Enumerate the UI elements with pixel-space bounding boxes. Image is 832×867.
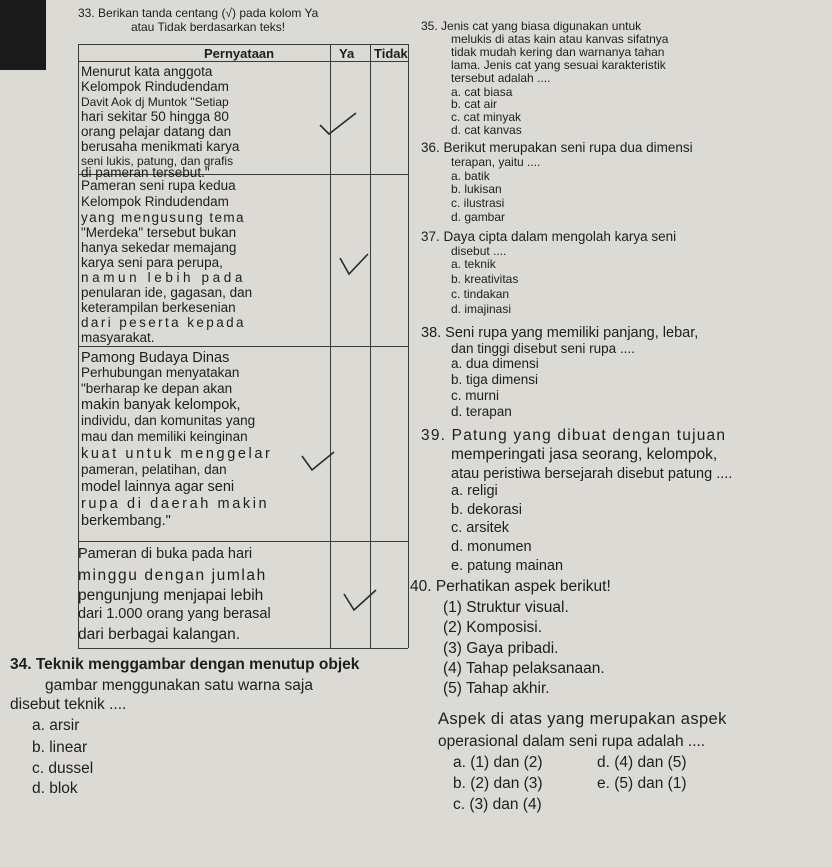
q36-stem-line: 36. Berikut merupakan seni rupa dua dimensi bbox=[421, 140, 693, 155]
q35-stem-line: lama. Jenis cat yang sesuai karakteristik bbox=[451, 58, 666, 72]
row2-line: penularan ide, gagasan, dan bbox=[81, 285, 253, 300]
q36-option-c: c. ilustrasi bbox=[451, 196, 505, 210]
row3-line: pameran, pelatihan, dan bbox=[81, 462, 227, 477]
row2-line: masyarakat. bbox=[81, 330, 155, 345]
row4-line: dari 1.000 orang yang berasal bbox=[78, 606, 271, 622]
q34-stem-line: 34. Teknik menggambar dengan menutup objek bbox=[10, 656, 360, 673]
q40-aspect-5: (5) Tahap akhir. bbox=[443, 680, 550, 697]
q37-stem-line: 37. Daya cipta dalam mengolah karya seni bbox=[421, 229, 677, 244]
q40-option-e: e. (5) dan (1) bbox=[597, 775, 687, 792]
q39-option-d: d. monumen bbox=[451, 539, 532, 555]
row4-line: pengunjung menjapai lebih bbox=[78, 587, 264, 604]
q39-option-b: b. dekorasi bbox=[451, 502, 522, 518]
row2-line: karya seni para perupa, bbox=[81, 255, 223, 270]
q35-option-d: d. cat kanvas bbox=[451, 123, 522, 137]
row2-line: hanya sekedar memajang bbox=[81, 240, 237, 255]
q40-option-a: a. (1) dan (2) bbox=[453, 754, 543, 771]
q34-option-b: b. linear bbox=[32, 739, 88, 756]
row2-line: keterampilan berkesenian bbox=[81, 300, 236, 315]
q35-stem-line: melukis di atas kain atau kanvas sifatnya bbox=[451, 32, 669, 46]
q38-option-a: a. dua dimensi bbox=[451, 356, 539, 371]
row3-line: individu, dan komunitas yang bbox=[81, 413, 256, 428]
q39-option-a: a. religi bbox=[451, 483, 498, 499]
row2-line: namun lebih pada bbox=[81, 270, 246, 285]
row2-line: yang mengusung tema bbox=[81, 210, 245, 225]
row1-line: Davit Aok dj Muntok "Setiap bbox=[81, 95, 229, 109]
row1-line: Menurut kata anggota bbox=[81, 64, 213, 79]
row4-ya-checkmark bbox=[342, 588, 382, 614]
row3-line: "berharap ke depan akan bbox=[81, 381, 233, 396]
row1-line: berusaha menikmati karya bbox=[81, 139, 240, 154]
q34-option-c: c. dussel bbox=[32, 760, 94, 777]
q35-option-a: a. cat biasa bbox=[451, 85, 513, 99]
q34-stem-line: gambar menggunakan satu warna saja bbox=[45, 677, 313, 694]
row1-line: Kelompok Rindudendam bbox=[81, 79, 229, 94]
q39-option-e: e. patung mainan bbox=[451, 558, 564, 574]
q37-option-c: c. tindakan bbox=[451, 287, 510, 301]
row4-line: dari berbagai kalangan. bbox=[78, 626, 241, 643]
row2-line: Pameran seni rupa kedua bbox=[81, 178, 236, 193]
header-pernyataan: Pernyataan bbox=[204, 46, 275, 61]
q40-option-c: c. (3) dan (4) bbox=[453, 796, 542, 813]
row3-ya-checkmark bbox=[300, 448, 340, 474]
q36-option-a: a. batik bbox=[451, 169, 490, 183]
q39-option-c: c. arsitek bbox=[451, 520, 510, 536]
q33-title-line2: atau Tidak berdasarkan teks! bbox=[131, 20, 286, 34]
row2-line: "Merdeka" tersebut bukan bbox=[81, 225, 237, 240]
q37-stem-line: disebut .... bbox=[451, 244, 507, 258]
photo-dark-edge bbox=[0, 0, 46, 70]
q38-option-d: d. terapan bbox=[451, 404, 512, 419]
q40-aspect-4: (4) Tahap pelaksanaan. bbox=[443, 660, 605, 677]
q36-option-d: d. gambar bbox=[451, 210, 506, 224]
q40-question-line: Aspek di atas yang merupakan aspek bbox=[438, 710, 727, 728]
q40-aspect-1: (1) Struktur visual. bbox=[443, 599, 569, 616]
row4-line: Pameran di buka pada hari bbox=[78, 546, 253, 562]
q35-stem-line: 35. Jenis cat yang biasa digunakan untuk bbox=[421, 19, 642, 33]
q36-option-b: b. lukisan bbox=[451, 182, 502, 196]
row1-ya-checkmark bbox=[318, 111, 358, 137]
q35-stem-line: tersebut adalah .... bbox=[451, 71, 551, 85]
q37-option-d: d. imajinasi bbox=[451, 302, 512, 316]
row2-line: Kelompok Rindudendam bbox=[81, 194, 229, 209]
q40-question-line: operasional dalam seni rupa adalah .... bbox=[438, 733, 706, 750]
q37-option-a: a. teknik bbox=[451, 257, 496, 271]
q35-stem-line: tidak mudah kering dan warnanya tahan bbox=[451, 45, 665, 59]
q40-aspect-2: (2) Komposisi. bbox=[443, 619, 543, 636]
q39-stem-line: 39. Patung yang dibuat dengan tujuan bbox=[421, 427, 727, 444]
q38-option-c: c. murni bbox=[451, 388, 500, 403]
row3-line: makin banyak kelompok, bbox=[81, 397, 241, 413]
q34-stem-line: disebut teknik .... bbox=[10, 696, 127, 713]
q33-title-line1: 33. Berikan tanda centang (√) pada kolom Ya bbox=[78, 6, 319, 20]
q40-aspect-3: (3) Gaya pribadi. bbox=[443, 640, 559, 657]
header-ya: Ya bbox=[339, 46, 355, 61]
q40-stem-line: 40. Perhatikan aspek berikut! bbox=[410, 578, 611, 595]
row3-line: kuat untuk menggelar bbox=[81, 446, 273, 462]
row3-line: Perhubungan menyatakan bbox=[81, 365, 240, 380]
q39-stem-line: memperingati jasa seorang, kelompok, bbox=[451, 446, 718, 463]
row3-line: Pamong Budaya Dinas bbox=[81, 350, 230, 366]
row4-line: minggu dengan jumlah bbox=[78, 567, 267, 584]
row1-line: di pameran tersebut." bbox=[81, 165, 210, 180]
q34-option-a: a. arsir bbox=[32, 717, 80, 734]
row3-line: model lainnya agar seni bbox=[81, 479, 235, 495]
q40-option-b: b. (2) dan (3) bbox=[453, 775, 543, 792]
q36-stem-line: terapan, yaitu .... bbox=[451, 155, 541, 169]
q37-option-b: b. kreativitas bbox=[451, 272, 519, 286]
q35-option-b: b. cat air bbox=[451, 97, 498, 111]
row3-line: rupa di daerah makin bbox=[81, 496, 270, 512]
q39-stem-line: atau peristiwa bersejarah disebut patung .... bbox=[451, 466, 733, 482]
row1-line: orang pelajar datang dan bbox=[81, 124, 232, 139]
q40-option-d: d. (4) dan (5) bbox=[597, 754, 687, 771]
q38-option-b: b. tiga dimensi bbox=[451, 372, 539, 387]
row3-line: mau dan memiliki keinginan bbox=[81, 429, 248, 444]
header-tidak: Tidak bbox=[374, 46, 408, 61]
q38-stem-line: 38. Seni rupa yang memiliki panjang, lebar, bbox=[421, 325, 699, 341]
row2-ya-checkmark bbox=[338, 252, 378, 278]
q34-option-d: d. blok bbox=[32, 780, 78, 797]
row3-line: berkembang." bbox=[81, 513, 171, 529]
row2-line: dari peserta kepada bbox=[81, 315, 246, 330]
q35-option-c: c. cat minyak bbox=[451, 110, 522, 124]
q38-stem-line: dan tinggi disebut seni rupa .... bbox=[451, 341, 635, 356]
row1-line: hari sekitar 50 hingga 80 bbox=[81, 109, 229, 124]
row1-line: seni lukis, patung, dan grafis bbox=[81, 154, 234, 168]
